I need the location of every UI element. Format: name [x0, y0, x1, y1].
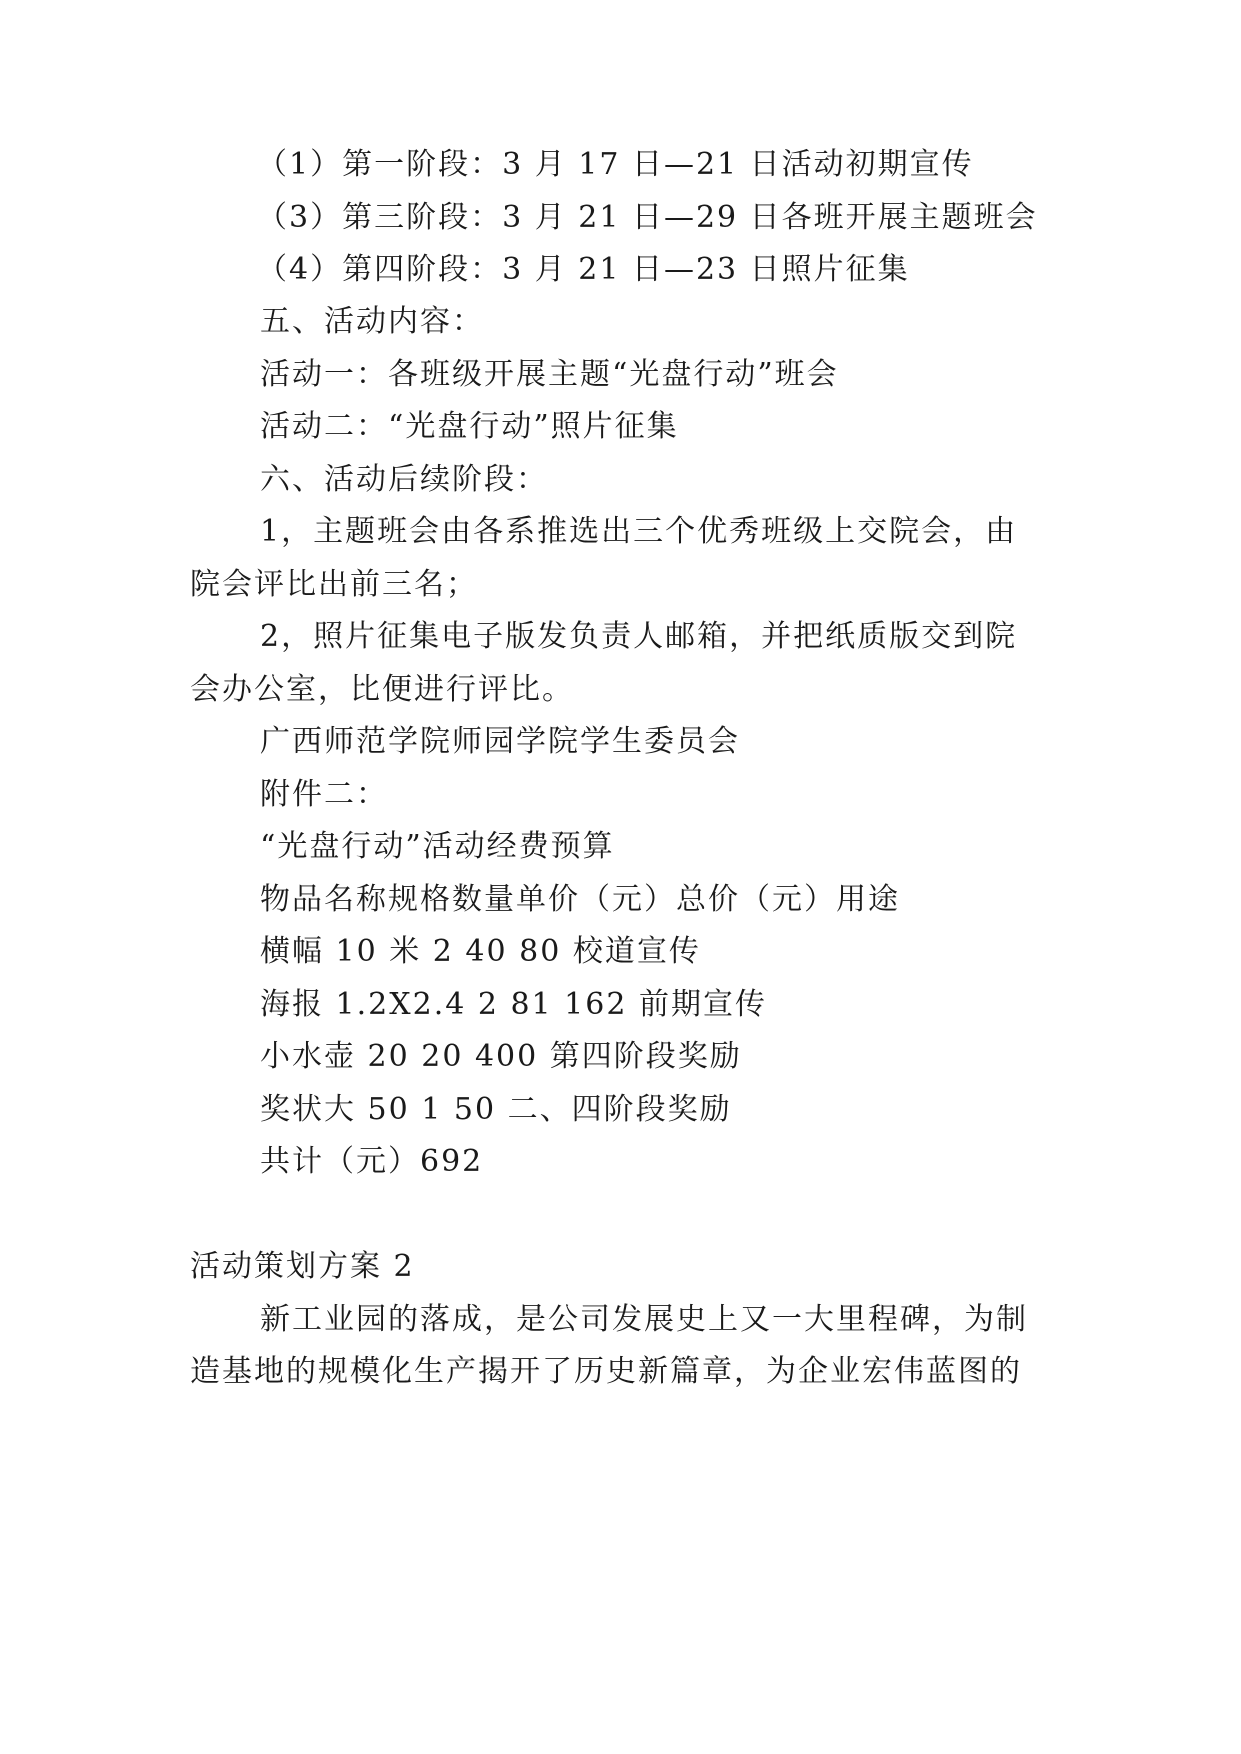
phase-3-line: （3）第三阶段：3 月 21 日—29 日各班开展主题班会 [257, 200, 1038, 235]
budget-total: 共计（元）692 [260, 1144, 484, 1179]
budget-row-banner: 横幅 10 米 2 40 80 校道宣传 [260, 934, 701, 969]
followup-2-line-b: 会办公室，比便进行评比。 [190, 672, 574, 707]
phase-1-line: （1）第一阶段：3 月 17 日—21 日活动初期宣传 [257, 147, 974, 182]
budget-row-certificate: 奖状大 50 1 50 二、四阶段奖励 [260, 1092, 732, 1127]
phase-4-line: （4）第四阶段：3 月 21 日—23 日照片征集 [257, 252, 910, 287]
budget-row-kettle: 小水壶 20 20 400 第四阶段奖励 [260, 1039, 742, 1074]
section-6-heading: 六、活动后续阶段： [260, 462, 548, 497]
followup-1-line-b: 院会评比出前三名； [190, 567, 478, 602]
activity-1-line: 活动一：各班级开展主题“光盘行动”班会 [260, 357, 839, 392]
attachment-heading: 附件二： [260, 777, 388, 812]
plan-2-heading: 活动策划方案 2 [190, 1249, 415, 1284]
budget-row-poster: 海报 1.2X2.4 2 81 162 前期宣传 [260, 987, 767, 1022]
budget-header-row: 物品名称规格数量单价（元）总价（元）用途 [260, 882, 900, 917]
followup-1-line-a: 1，主题班会由各系推选出三个优秀班级上交院会，由 [260, 514, 1018, 549]
activity-2-line: 活动二：“光盘行动”照片征集 [260, 409, 679, 444]
followup-2-line-a: 2，照片征集电子版发负责人邮箱，并把纸质版交到院 [260, 619, 1018, 654]
organizer-line: 广西师范学院师园学院学生委员会 [260, 724, 740, 759]
plan-2-paragraph-line-b: 造基地的规模化生产揭开了历史新篇章，为企业宏伟蓝图的 [190, 1354, 1022, 1389]
budget-title: “光盘行动”活动经费预算 [260, 829, 615, 864]
section-5-heading: 五、活动内容： [260, 304, 484, 339]
plan-2-paragraph-line-a: 新工业园的落成，是公司发展史上又一大里程碑，为制 [260, 1302, 1028, 1337]
